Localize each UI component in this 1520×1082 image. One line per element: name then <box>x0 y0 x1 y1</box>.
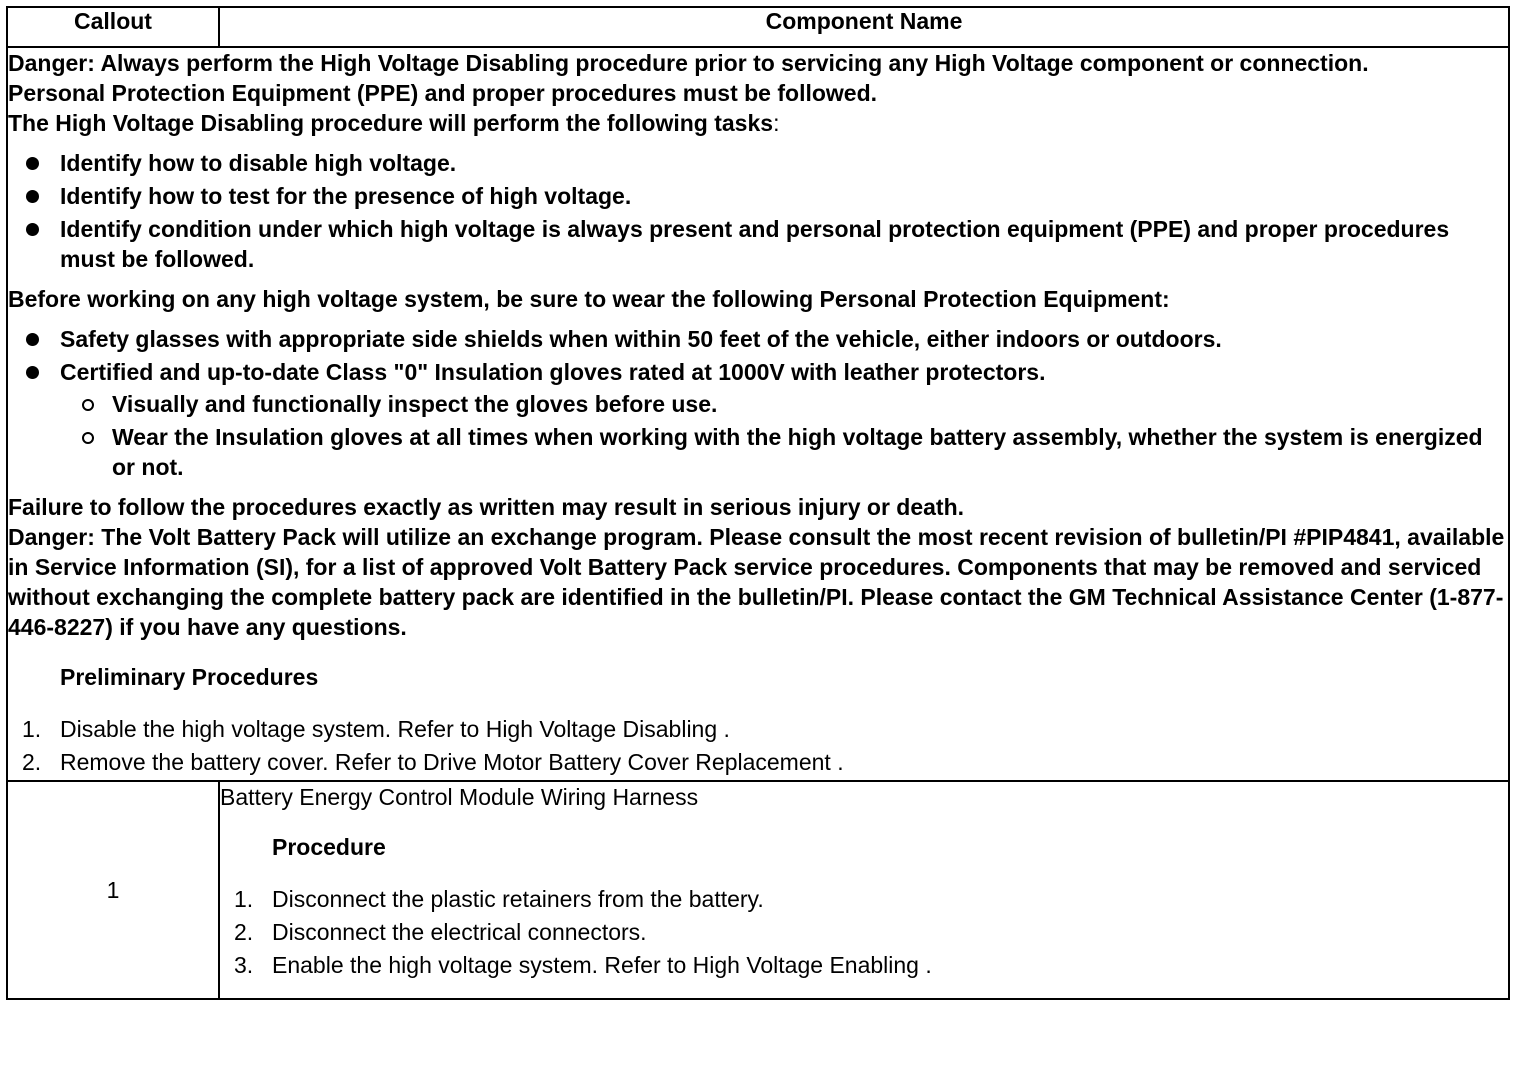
step-text: Disable the high voltage system. Refer to High Voltage Disabling . <box>60 716 730 742</box>
list-item: Identify how to test for the presence of high voltage. <box>8 181 1508 211</box>
step-number: 1. <box>22 716 42 742</box>
tasks-intro <box>8 108 1508 138</box>
danger-high-voltage-text: Danger: Always perform the High Voltage Disabling procedure prior to servicing any High Voltage component or connection. <box>8 50 1369 76</box>
step-text: Disconnect the electrical connectors. <box>272 919 647 945</box>
table-row <box>7 781 1509 999</box>
before-working-text: Before working on any high voltage system, be sure to wear the following Personal Protection Equipment: <box>8 286 1170 312</box>
callout-header: Callout <box>7 7 219 47</box>
step-number: 2. <box>22 749 42 775</box>
procedure-table <box>6 6 1510 1000</box>
warning-row <box>7 47 1509 781</box>
step-text: Remove the battery cover. Refer to Drive Motor Battery Cover Replacement . <box>60 749 844 775</box>
step-text: Disconnect the plastic retainers from the battery. <box>272 886 764 912</box>
step-item <box>220 950 1508 980</box>
tasks-list <box>8 148 1508 274</box>
failure-warning-text: Failure to follow the procedures exactly as written may result in serious injury or death. <box>8 494 965 520</box>
ppe-required-text: Personal Protection Equipment (PPE) and proper procedures must be followed. <box>8 80 878 106</box>
list-item: Safety glasses with appropriate side shields when within 50 feet of the vehicle, either indoors or outdoors. <box>8 324 1508 354</box>
preliminary-procedures-heading: Preliminary Procedures <box>60 664 319 690</box>
header-row <box>7 7 1509 47</box>
gloves-item-text: Certified and up-to-date Class "0" Insulation gloves rated at 1000V with leather protectors. <box>60 359 1046 385</box>
component-cell <box>219 781 1509 999</box>
tasks-intro-colon: : <box>773 110 780 136</box>
step-number: 2. <box>234 919 254 945</box>
step-number: 3. <box>234 952 254 978</box>
ppe-list <box>8 324 1508 482</box>
sub-list-item: Wear the Insulation gloves at all times when working with the high voltage battery assembly, whether the system is energized or not. <box>60 422 1508 482</box>
procedure-steps <box>220 884 1508 980</box>
step-item <box>220 884 1508 914</box>
component-name-header: Component Name <box>219 7 1509 47</box>
step-item <box>8 714 1508 744</box>
preliminary-steps <box>8 714 1508 777</box>
list-item: Identify how to disable high voltage. <box>8 148 1508 178</box>
warning-cell <box>7 47 1509 781</box>
tasks-intro-text: The High Voltage Disabling procedure will perform the following tasks <box>8 110 774 136</box>
procedure-heading: Procedure <box>272 834 386 860</box>
step-text: Enable the high voltage system. Refer to High Voltage Enabling . <box>272 952 932 978</box>
sub-list-item: Visually and functionally inspect the gloves before use. <box>60 389 1508 419</box>
step-item <box>8 747 1508 777</box>
list-item <box>8 357 1508 482</box>
danger-exchange-program-text: Danger: The Volt Battery Pack will utilize an exchange program. Please consult the most recent revision of bulletin/PI #PIP4841, available in Service Information (SI), for a list of approved Volt Battery Pack service procedures. Components that may be removed and serviced without exchanging the complete battery pack are identified in the bulletin/PI. Please contact the GM Technical Assistance Center (1-877-446-8227) if you have any questions. <box>8 524 1505 640</box>
list-item: Identify condition under which high voltage is always present and personal protection equipment (PPE) and proper procedures must be followed. <box>8 214 1508 274</box>
callout-cell: 1 <box>7 781 219 999</box>
step-number: 1. <box>234 886 254 912</box>
step-item <box>220 917 1508 947</box>
gloves-sublist <box>60 389 1508 482</box>
component-name: Battery Energy Control Module Wiring Harness <box>220 784 699 810</box>
